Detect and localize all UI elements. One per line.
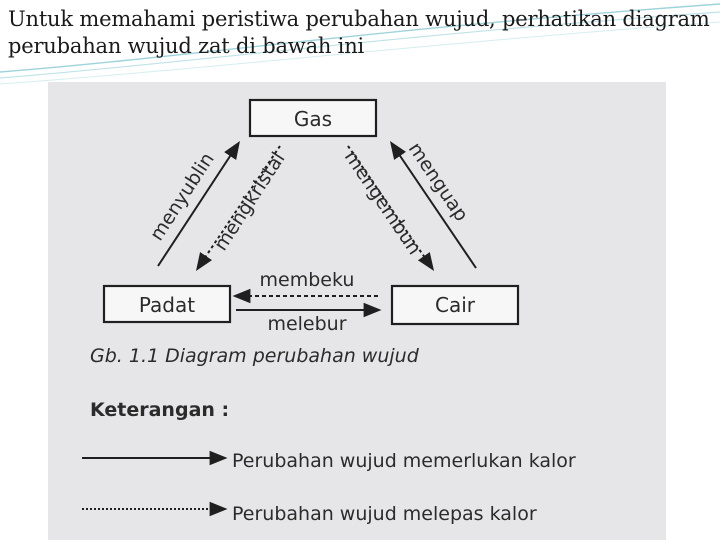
node-cair-label: Cair (435, 293, 475, 317)
node-gas (250, 100, 376, 136)
label-menyublin: menyublin (145, 148, 219, 245)
label-mengembun: mengembun (339, 146, 426, 259)
state-change-diagram (48, 82, 666, 540)
figure-caption: Gb. 1.1 Diagram perubahan wujud (90, 345, 419, 367)
node-cair (392, 286, 518, 324)
legend-heading: Keterangan : (90, 399, 230, 421)
slide-title: Untuk memahami peristiwa perubahan wujud, perhatikan diagram perubahan wujud zat di bawah ini (8, 7, 710, 58)
label-menguap: menguap (403, 138, 473, 226)
label-mengkristal: mengkristal (209, 148, 290, 255)
node-padat-label: Padat (138, 293, 196, 317)
legend-solid-label: Perubahan wujud memerlukan kalor (232, 450, 576, 472)
diagram-figure (48, 82, 666, 540)
legend-dotted-label: Perubahan wujud melepas kalor (232, 503, 537, 525)
label-membeku: membeku (259, 269, 355, 291)
node-padat (104, 286, 230, 322)
node-gas-label: Gas (293, 107, 333, 131)
label-melebur: melebur (267, 313, 347, 335)
